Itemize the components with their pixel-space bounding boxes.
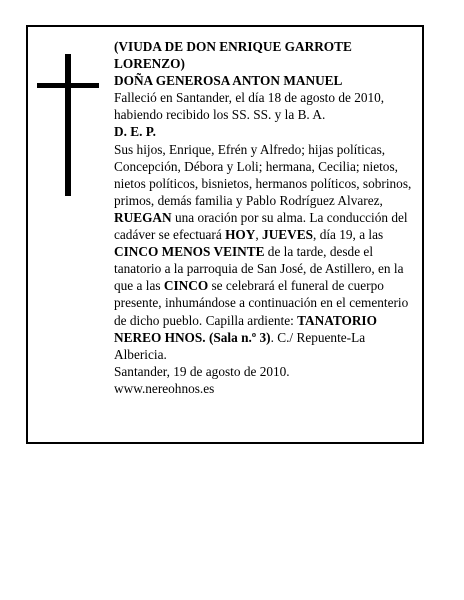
obituary-text bbox=[114, 38, 414, 397]
jueves-label: JUEVES bbox=[262, 227, 314, 243]
address-text: . C./ Repuente-La Albericia. bbox=[114, 329, 366, 362]
widow-heading: (VIUDA DE DON ENRIQUE GARROTE LORENZO) bbox=[114, 39, 352, 72]
date-text: , día 19, a las bbox=[313, 227, 384, 243]
time-label: CINCO MENOS VEINTE bbox=[114, 244, 265, 260]
hoy-label: HOY bbox=[225, 227, 256, 243]
family-paragraph bbox=[114, 141, 414, 363]
deceased-name: DOÑA GENEROSA ANTON MANUEL bbox=[114, 73, 343, 89]
family-members: Sus hijos, Enrique, Efrén y Alfredo; hijas políticas, Concepción, Débora y Loli; hermana, Cecilia; nietos, nietos políticos, bisnietos, hermanos políticos, sobrinos, primos, demás familia y Pablo Rodríguez Alvarez, bbox=[114, 141, 412, 208]
comma-separator: , bbox=[255, 227, 263, 243]
funeral-text: se celebrará el funeral de cuerpo presente, inhumándose a continuación en el cementerio de dicho pueblo. Capilla ardiente: bbox=[114, 278, 409, 328]
date-line: Santander, 19 de agosto de 2010. bbox=[114, 363, 290, 379]
website-text: www.nereohnos.es bbox=[114, 380, 215, 396]
cross-vertical-bar bbox=[65, 54, 71, 196]
ruegan-label: RUEGAN bbox=[114, 209, 172, 225]
cross-horizontal-bar bbox=[37, 83, 99, 88]
cross-icon bbox=[37, 54, 99, 196]
tanatorio-label: TANATORIO NEREO HNOS. (Sala n.º 3) bbox=[114, 312, 377, 345]
conduction-text: una oración por su alma. La conducción del cadáver se efectuará bbox=[114, 209, 408, 243]
route-text: de la tarde, desde el tanatorio a la parroquia de San José, de Astillero, en la que a las bbox=[114, 244, 404, 294]
dep-label: D. E. P. bbox=[114, 124, 156, 140]
cinco-label: CINCO bbox=[163, 278, 209, 294]
death-announcement: Falleció en Santander, el día 18 de agosto de 2010, habiendo recibido los SS. SS. y la B. A. bbox=[114, 90, 385, 123]
